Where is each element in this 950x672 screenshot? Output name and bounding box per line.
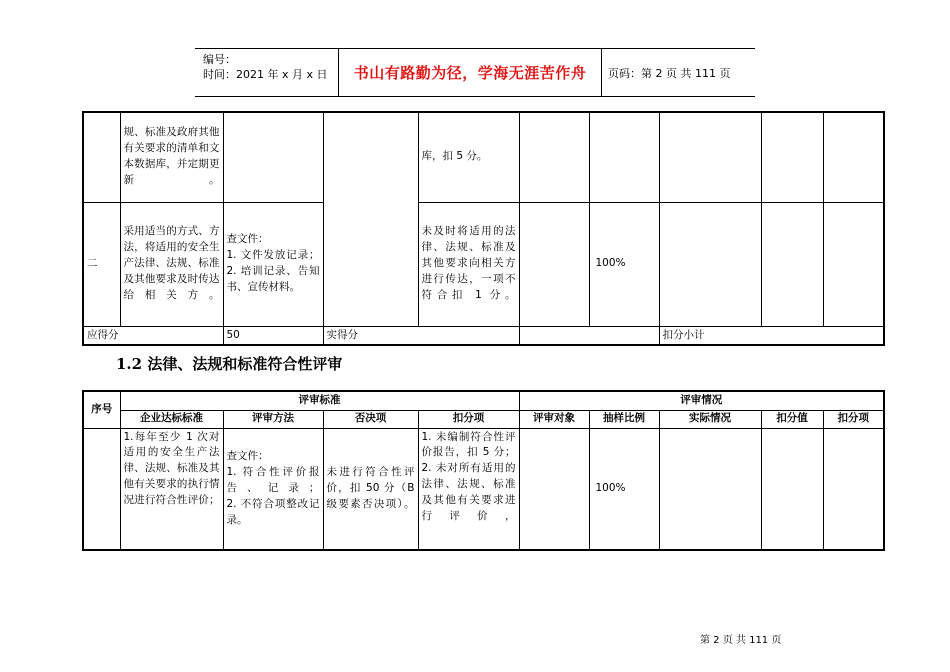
- header-number-label: 编号：: [203, 53, 236, 66]
- deduct-subtotal-label: 扣分小计: [659, 326, 884, 345]
- method-item-1: 1. 文件发放记录；: [226, 249, 320, 262]
- standard-header: 企业达标标准: [120, 410, 223, 428]
- object-cell: [519, 428, 589, 550]
- standard-cell: 规、标准及政府其他有关要求的清单和文本数据库，并定期更新。: [120, 112, 223, 202]
- page-header: [195, 48, 755, 97]
- table-row: [83, 202, 884, 326]
- ratio-cell: [589, 112, 659, 202]
- deduct-item-cell: 未及时将适用的法律、法规、标准及其他要求向相关方进行传达，一项不符合扣 1 分。: [418, 202, 519, 326]
- deduct-col-cell: [823, 428, 884, 550]
- veto-cell: 未进行符合性评价，扣 50 分（B 级要素否决项）。: [323, 428, 418, 550]
- section-title: 1.2 法律、法规和标准符合性评审: [116, 355, 343, 373]
- header-time-label: 时间：2021 年 x 月 x 日: [203, 68, 328, 81]
- deduct-value-cell: [761, 112, 823, 202]
- deduct-col-cell: [823, 202, 884, 326]
- method-cell: [223, 202, 323, 326]
- deduct-item-2: 2. 未对所有适用的法律、法规、标准及其他有关要求进行评价，: [421, 462, 516, 523]
- actual-cell: [659, 112, 761, 202]
- header-row: [83, 410, 884, 428]
- ratio-cell: 100%: [589, 428, 659, 550]
- criteria-table: [82, 390, 885, 551]
- status-group-header: 评审情况: [519, 391, 884, 410]
- deduct-item-cell: [418, 428, 519, 550]
- veto-header: 否决项: [323, 410, 418, 428]
- method-item-2: 2. 培训记录、告知书、宣传材料。: [226, 265, 320, 293]
- actual-score-value: [519, 326, 659, 345]
- actual-cell: [659, 428, 761, 550]
- table-row: [83, 112, 884, 202]
- actual-score-label: 实得分: [323, 326, 519, 345]
- method-header: 评审方法: [223, 410, 323, 428]
- deduct-col-header: 扣分项: [823, 410, 884, 428]
- deduct-col-cell: [823, 112, 884, 202]
- seq-header: 序号: [83, 391, 120, 428]
- ratio-header: 抽样比例: [589, 410, 659, 428]
- table-row: [83, 428, 884, 550]
- summary-row: [83, 326, 884, 345]
- object-cell: [519, 202, 589, 326]
- standard-cell: 采用适当的方式、方法，将适用的安全生产法律、法规、标准及其他要求及时传达给相关方。: [120, 202, 223, 326]
- header-meta-cell: [195, 49, 339, 96]
- method-cell: [223, 428, 323, 550]
- object-header: 评审对象: [519, 410, 589, 428]
- header-page-label: 页码：第 2 页 共 111 页: [608, 66, 731, 80]
- deduct-item-1: 1. 未编制符合性评价报告，扣 5 分；: [421, 430, 516, 459]
- method-title: 查文件：: [226, 449, 269, 462]
- deduct-item-header: 扣分项: [418, 410, 519, 428]
- ratio-cell: 100%: [589, 202, 659, 326]
- method-item-2: 2. 不符合项整改记录。: [226, 497, 320, 526]
- page-footer: 第 2 页 共 111 页: [700, 635, 782, 646]
- seq-cell: 二: [83, 202, 120, 326]
- actual-cell: [659, 202, 761, 326]
- method-item-1: 1. 符合性评价报告、记录；: [226, 465, 320, 494]
- deduct-value-cell: [761, 428, 823, 550]
- method-title: 查文件：: [226, 233, 269, 246]
- deduct-value-header: 扣分值: [761, 410, 823, 428]
- object-cell: [519, 112, 589, 202]
- standard-cell: 1.每年至少 1 次对适用的安全生产法律、法规、标准及其他有关要求的执行情况进行符合性评价；: [120, 428, 223, 550]
- header-row: [83, 391, 884, 410]
- veto-cell: [323, 112, 418, 326]
- deduct-item-cell: 库，扣 5 分。: [418, 112, 519, 202]
- criteria-group-header: 评审标准: [120, 391, 519, 410]
- seq-cell: [83, 112, 120, 202]
- method-cell: [223, 112, 323, 202]
- should-score-label: 应得分: [83, 326, 223, 345]
- seq-cell: [83, 428, 120, 550]
- header-motto: 书山有路勤为径，学海无涯苦作舟: [339, 49, 602, 96]
- actual-header: 实际情况: [659, 410, 761, 428]
- should-score-value: 50: [223, 326, 323, 345]
- deduct-value-cell: [761, 202, 823, 326]
- criteria-table-continued: [82, 111, 885, 346]
